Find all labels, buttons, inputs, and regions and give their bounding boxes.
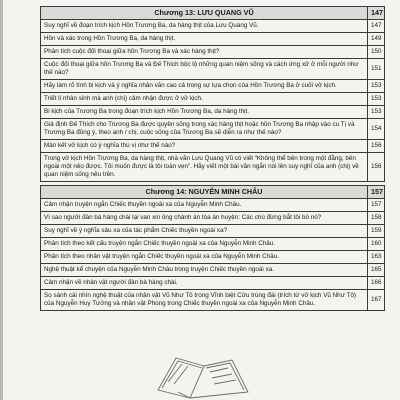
entry-page-number: 153 [368, 80, 385, 93]
toc-entry [41, 264, 385, 277]
entry-page-number: 150 [368, 46, 385, 59]
chapter-title: Chương 14: NGUYỄN MINH CHÂU [41, 186, 368, 199]
entry-page-number: 154 [368, 119, 385, 140]
toc-entry [41, 46, 385, 59]
entry-text: Giả định Đế Thích cho Trương Ba được quyền sống trong xác hàng thịt hoặc hồn Trương Ba nhập vào cu Tị và Trương Ba đồng ý, theo anh / chị, cuộc sống của Trương Ba sẽ diễn ra như thế nào? [41, 119, 368, 140]
entry-text: Hãy làm rõ tính bi kịch và ý nghĩa nhân văn cao cả trong sự lựa chọn của Hồn Trương Ba ở cuối vở kịch. [41, 80, 368, 93]
entry-page-number: 156 [368, 140, 385, 153]
entry-page-number: 167 [368, 290, 385, 311]
entry-text: Bi kịch của Trương Ba trong đoạn trích kịch Hồn Trương Ba, da hàng thịt. [41, 106, 368, 119]
entry-page-number: 166 [368, 277, 385, 290]
chapter-title: Chương 13: LƯU QUANG VŨ [41, 7, 368, 20]
toc-entry [41, 119, 385, 140]
entry-text: Cảm nhận về nhân vật người đàn bà hàng chài. [41, 277, 368, 290]
entry-text: Suy nghĩ về đoạn trích kịch Hồn Trương Ba, da hàng thịt của Lưu Quang Vũ. [41, 20, 368, 33]
entry-text: Phân tích theo kết cấu truyện ngắn Chiếc thuyền ngoài xa của Nguyễn Minh Châu. [41, 238, 368, 251]
table-of-contents [40, 6, 385, 311]
entry-page-number: 159 [368, 225, 385, 238]
toc-entry [41, 290, 385, 311]
entry-page-number: 151 [368, 59, 385, 80]
entry-text: So sánh cái nhìn nghệ thuật của nhân vật Vũ Như Tô trong Vĩnh biệt Cửu trùng đài (trích từ vở kịch Vũ Như Tô) của Nguyễn Huy Tưởng và nhân vật Phùng trong Chiếc thuyền ngoài xa của Nguyễn Minh Châu. [41, 290, 368, 311]
entry-text: Cảm nhận truyện ngắn Chiếc thuyền ngoài xa của Nguyễn Minh Châu. [41, 199, 368, 212]
entry-text: Vì sao người đàn bà hàng chài lại van xin ông chánh án tòa án huyện: Các chú đừng bắt tôi bỏ nó? [41, 212, 368, 225]
entry-page-number: 157 [368, 199, 385, 212]
toc-entry [41, 238, 385, 251]
toc-entry [41, 33, 385, 46]
toc-entry [41, 20, 385, 33]
entry-text: Phân tích theo nhân vật truyện ngắn Chiếc thuyền ngoài xa của Nguyễn Minh Châu. [41, 251, 368, 264]
chapter-heading [41, 186, 385, 199]
open-book-illustration [148, 352, 258, 400]
chapter-page-number: 147 [368, 7, 385, 20]
toc-entry [41, 225, 385, 238]
toc-entry [41, 59, 385, 80]
entry-text: Hồn và xác trong Hồn Trương Ba, da hàng thịt. [41, 33, 368, 46]
toc-entry [41, 153, 385, 182]
entry-text: Màn kết vở kịch có ý nghĩa thú vị như thế nào? [41, 140, 368, 153]
entry-page-number: 165 [368, 264, 385, 277]
entry-page-number: 153 [368, 106, 385, 119]
entry-text: Trong vở kịch Hồn Trương Ba, da hàng thịt, nhà văn Lưu Quang Vũ có viết “Không thể bên trong một đằng, bên ngoài một nẻo được. Tôi muốn được là tôi toàn vẹn”. Hãy viết một bài văn ngắn nói lên suy nghĩ của anh (chị) về quan niệm sống nêu trên. [41, 153, 368, 182]
entry-page-number: 160 [368, 238, 385, 251]
entry-page-number: 149 [368, 33, 385, 46]
entry-text: Triết lí nhân sinh mà anh (chị) cảm nhận được ở vở kịch. [41, 93, 368, 106]
entry-text: Phân tích cuộc đối thoại giữa hồn Trương Ba và xác hàng thịt? [41, 46, 368, 59]
toc-entry [41, 199, 385, 212]
entry-page-number: 147 [368, 20, 385, 33]
chapter-heading [41, 7, 385, 20]
toc-entry [41, 212, 385, 225]
entry-text: Cuộc đối thoại giữa hồn Trương Ba và Đế Thích bộc lộ những quan niệm sống và cách ứng xử ở mỗi người như thế nào? [41, 59, 368, 80]
toc-entry [41, 93, 385, 106]
entry-text: Nghệ thuật kể chuyện của Nguyễn Minh Châu trong truyện Chiếc thuyền ngoài xa. [41, 264, 368, 277]
toc-entry [41, 277, 385, 290]
toc-entry [41, 251, 385, 264]
entry-text: Suy nghĩ về ý nghĩa sâu xa của tác phẩm Chiếc thuyền ngoài xa? [41, 225, 368, 238]
entry-page-number: 156 [368, 153, 385, 182]
toc-entry [41, 106, 385, 119]
page-spine-edge [0, 0, 3, 400]
entry-page-number: 153 [368, 93, 385, 106]
entry-page-number: 163 [368, 251, 385, 264]
toc-entry [41, 140, 385, 153]
entry-page-number: 158 [368, 212, 385, 225]
chapter-page-number: 157 [368, 186, 385, 199]
toc-entry [41, 80, 385, 93]
